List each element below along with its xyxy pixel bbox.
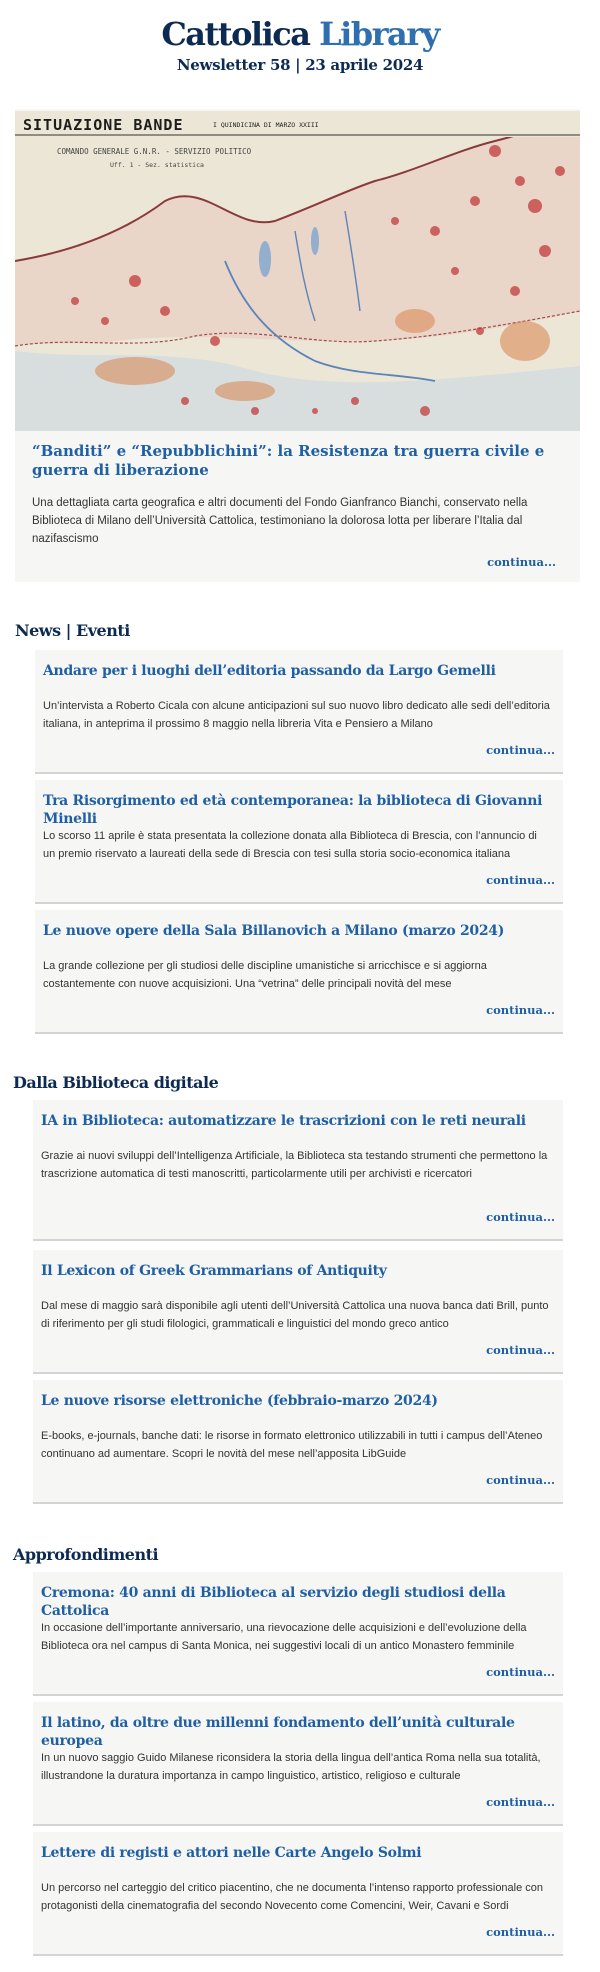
article-card xyxy=(33,1380,563,1504)
article-summary: Grazie ai nuovi sviluppi dell’Intelligenza Artificiale, la Biblioteca sta testando strumenti che permettono la trascrizione automatica di testi manoscritti, particolarmente utili per archivisti e ricercatori xyxy=(41,1150,548,1180)
article-card xyxy=(33,1702,563,1826)
newsletter-issue: Newsletter 58 | 23 aprile 2024 xyxy=(176,56,424,74)
article-continue-link[interactable]: continua... xyxy=(486,873,555,887)
article-card xyxy=(35,910,563,1034)
brand-title-cattolica: Cattolica xyxy=(161,15,310,53)
hero-continue-link[interactable]: continua... xyxy=(487,555,556,569)
article-continue-link[interactable]: continua... xyxy=(486,1343,555,1357)
brand-title xyxy=(0,12,600,56)
article-continue-link[interactable]: continua... xyxy=(486,1925,555,1939)
hero-article xyxy=(15,109,580,582)
article-card xyxy=(35,650,563,774)
article-card xyxy=(35,780,563,904)
hero-map-image[interactable] xyxy=(15,111,580,431)
article-title-link[interactable]: Il Lexicon of Greek Grammarians of Antiquity xyxy=(41,1263,387,1279)
article-title-link[interactable]: Andare per i luoghi dell’editoria passando da Largo Gemelli xyxy=(43,663,496,679)
article-card xyxy=(33,1100,563,1241)
brand-title-library: Library xyxy=(319,15,439,53)
section-insights-title: Approfondimenti xyxy=(13,1545,159,1564)
article-card xyxy=(33,1250,563,1374)
section-digital-title: Dalla Biblioteca digitale xyxy=(13,1073,219,1092)
map-office: Uff. 1 - Sez. statistica xyxy=(110,161,204,169)
article-summary: La grande collezione per gli studiosi delle discipline umanistiche si arricchisce e si aggiorna costantemente con nuove acquisizioni. Una “vetrina” delle principali novità del mese xyxy=(43,960,487,990)
article-summary: In un nuovo saggio Guido Milanese riconsidera la storia della lingua dell’antica Roma nella sua totalità, illustrandone la duratura importanza in campo linguistico, artistico, religioso e culturale xyxy=(41,1752,541,1782)
article-summary: Dal mese di maggio sarà disponibile agli utenti dell’Università Cattolica una nuova banca dati Brill, punto di riferimento per gli studi filologici, grammaticali e linguistici del mondo greco antico xyxy=(41,1300,549,1330)
article-summary: Un percorso nel carteggio del critico piacentino, che ne documenta l’intenso rapporto professionale con protagonisti della cinematografia del secondo Novecento come Comencini, Weir, Cavani e Sordi xyxy=(41,1882,544,1912)
article-title-link[interactable]: Tra Risorgimento ed età contemporanea: la biblioteca di Giovanni Minelli xyxy=(43,793,543,827)
article-title-link[interactable]: Le nuove risorse elettroniche (febbraio-marzo 2024) xyxy=(41,1393,438,1409)
article-continue-link[interactable]: continua... xyxy=(486,1473,555,1487)
article-continue-link[interactable]: continua... xyxy=(486,1665,555,1679)
article-continue-link[interactable]: continua... xyxy=(486,1210,555,1224)
article-card xyxy=(33,1832,563,1956)
section-news-title: News | Eventi xyxy=(15,621,130,640)
article-continue-link[interactable]: continua... xyxy=(486,1003,555,1017)
article-summary: Lo scorso 11 aprile è stata presentata la collezione donata alla Biblioteca di Brescia, con l’annuncio di un premio riservato a laureati della sede di Brescia con tesi sulla storia socio-economica italiana xyxy=(43,830,537,860)
map-command: COMANDO GENERALE G.N.R. - SERVIZIO POLITICO xyxy=(57,147,252,156)
article-title-link[interactable]: Lettere di registi e attori nelle Carte Angelo Solmi xyxy=(41,1845,422,1861)
article-title-link[interactable]: Le nuove opere della Sala Billanovich a Milano (marzo 2024) xyxy=(43,923,505,939)
article-summary: E-books, e-journals, banche dati: le risorse in formato elettronico utilizzabili in tutti i campus dell’Ateneo continuano ad aumentare. Scopri le novità del mese nell’apposita LibGuide xyxy=(41,1430,543,1460)
article-continue-link[interactable]: continua... xyxy=(486,743,555,757)
hero-title[interactable]: “Banditi” e “Repubblichini”: la Resistenza tra guerra civile e guerra di liberazione xyxy=(32,442,545,479)
map-title: SITUAZIONE BANDE xyxy=(23,116,184,134)
hero-summary: Una dettagliata carta geografica e altri documenti del Fondo Gianfranco Bianchi, conservato nella Biblioteca di Milano dell’Università Cattolica, testimoniano la dolorosa lotta per liberare l’Italia dal nazifascismo xyxy=(32,497,528,545)
newsletter-header xyxy=(0,0,600,90)
article-title-link[interactable]: IA in Biblioteca: automatizzare le trascrizioni con le reti neurali xyxy=(41,1113,526,1129)
article-title-link[interactable]: Cremona: 40 anni di Biblioteca al servizio degli studiosi della Cattolica xyxy=(41,1585,506,1619)
article-card xyxy=(33,1572,563,1696)
article-summary: Un’intervista a Roberto Cicala con alcune anticipazioni sul suo nuovo libro dedicato alle sedi dell’editoria italiana, in anteprima il prossimo 8 maggio nella libreria Vita e Pensiero a Milano xyxy=(43,700,550,730)
map-period: I QUINDICINA DI MARZO XXIII xyxy=(213,121,319,129)
article-continue-link[interactable]: continua... xyxy=(486,1795,555,1809)
article-summary: In occasione dell’importante anniversario, una rievocazione delle acquisizioni e dell’evoluzione della Biblioteca ora nel campus di Santa Monica, nei suggestivi locali di un antico Monastero femminile xyxy=(41,1622,527,1652)
article-title-link[interactable]: Il latino, da oltre due millenni fondamento dell’unità culturale europea xyxy=(41,1715,515,1749)
